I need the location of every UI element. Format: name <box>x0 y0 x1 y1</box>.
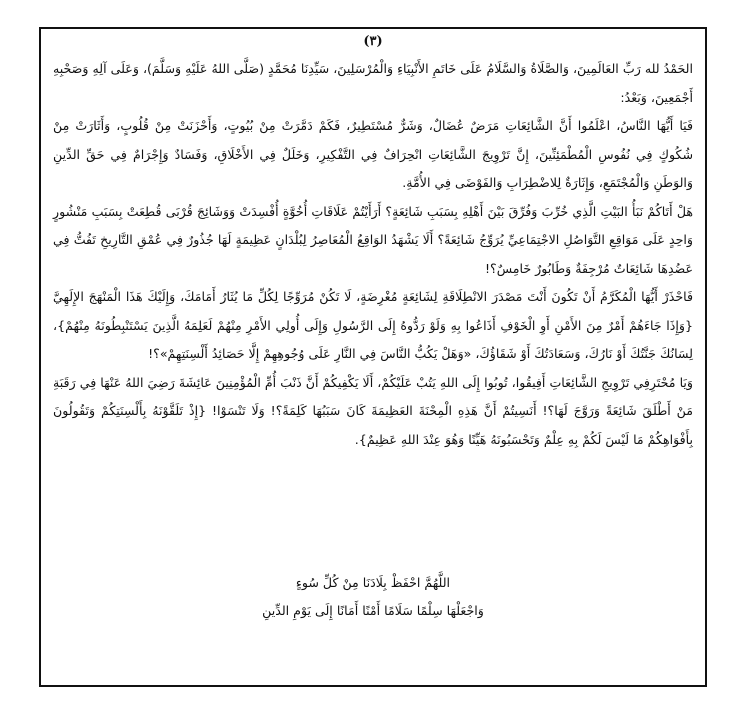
sermon-body <box>53 55 693 454</box>
closing-line: وَاجْعَلْهَا سِلْمًا سَلَامًا أَمْنًا أَمَانًا إِلَى يَوْمِ الدِّينِ <box>262 603 484 618</box>
closing-supplication <box>41 569 705 625</box>
paragraph-repentance: وَيَا مُحْتَرِفِي تَرْوِيجِ الشَّائِعَاتِ أَفِيقُوا، تُوبُوا إِلَى اللهِ يَتُبْ عَلَيْكُمْ، أَلَا يَكْفِيكُمْ أَنَّ ذَنْبَ أُمِّ الْمُؤْمِنِينَ عَائِشَةَ رَضِيَ اللهُ عَنْهَا فِي رَقَبَةِ مَنْ أَطْلَقَ شَائِعَةً وَرَوَّجَ لَهَا؟! أَنَسِيتُمْ أَنَّ هَذِهِ الْمِحْنَةَ العَظِيمَةَ كَانَ سَبَبُهَا كَلِمَةً؟! وَلَا تَنْسَوْا! {إِذْ تَلَقَّوْنَهُ بِأَلْسِنَتِكُمْ وَتَقُولُونَ بِأَفْوَاهِكُمْ مَا لَيْسَ لَكُمْ بِهِ عِلْمٌ وَتَحْسَبُونَهُ هَيِّنًا وَهُوَ عِنْدَ اللهِ عَظِيمٌ}. <box>53 374 693 447</box>
paragraph-opening: الحَمْدُ لله رَبِّ العَالَمِينَ، وَالصَّلَاةُ وَالسَّلَامُ عَلَى خَاتَمِ الأَنْبِيَاءِ وَالْمُرْسَلِينَ، سَيِّدِنَا مُحَمَّدٍ (صَلَّى اللهُ عَلَيْهِ وَسَلَّمَ)، وَعَلَى آلِهِ وَصَحْبِهِ أَجْمَعِينَ، وَبَعْدُ: <box>53 61 693 105</box>
page-frame <box>39 27 707 687</box>
page-number: (٣) <box>363 34 383 49</box>
closing-line: اللَّهُمَّ احْفَظْ بِلَادَنَا مِنْ كُلِّ سُوءٍ <box>295 575 451 590</box>
paragraph-rumors-disease: فَيَا أَيُّهَا النَّاسُ، اعْلَمُوا أَنَّ الشَّائِعَاتِ مَرَضٌ عُضَالٌ، وَشَرٌّ مُسْتَطِيرٌ، فَكَمْ دَمَّرَتْ مِنْ بُيُوتٍ، وَأَحْزَنَتْ مِنْ قُلُوبٍ، وَأَثَارَتْ مِنْ شُكُوكٍ فِي نُفُوسِ الْمُطْمَئِنِّينَ، إِنَّ تَرْوِيجَ الشَّائِعَاتِ انْحِرَافٌ فِي التَّفْكِيرِ، وَخَلَلٌ فِي الأَخْلَاقِ، وَفَسَادٌ وَإِجْرَامٌ فِي حَقِّ الدِّينِ وَالوَطَنِ وَالْمُجْتَمَعِ، وَإِثَارَةٌ لِلاضْطِرَابِ وَالفَوْضَى فِي الأُمَّةِ. <box>53 118 693 190</box>
paragraph-warning: فَاحْذَرْ أَيُّهَا الْمُكَرَّمُ أَنْ تَكُونَ أَنْتَ مَصْدَرَ الانْطِلَاقَةِ لِشَائِعَةٍ مُغْرِضَةٍ، لَا تَكُنْ مُرَوِّجًا لِكُلِّ مَا يُثَارُ أَمَامَكَ، وَإِلَيْكَ هَذَا الْمَنْهَجَ الإِلَهِيَّ {وَإِذَا جَاءَهُمْ أَمْرٌ مِنَ الأَمْنِ أَوِ الْخَوْفِ أَذَاعُوا بِهِ وَلَوْ رَدُّوهُ إِلَى الرَّسُولِ وَإِلَى أُولِي الأَمْرِ مِنْهُمْ لَعَلِمَهُ الَّذِينَ يَسْتَنْبِطُونَهُ مِنْهُمْ}، لِسَانُكَ جَنَّتُكَ أَوْ نَارُكَ، وَسَعَادَتُكَ أَوْ شَقَاؤُكَ، «وَهَلْ يَكُبُّ النَّاسَ فِي النَّارِ عَلَى وُجُوهِهِمْ إِلَّا حَصَائِدُ أَلْسِنَتِهِمْ»؟! <box>53 289 693 361</box>
paragraph-questions: هَلْ أَتَاكُمْ نَبَأُ البَيْتِ الَّذِي خُرِّبَ وَفُرِّقَ بَيْنَ أَهْلِهِ بِسَبَبِ شَائِعَةٍ؟ أَرَأَيْتُمْ عَلَاقَاتِ أُخُوَّةٍ أُفْسِدَتْ وَوَشَائِجَ قُرْبَى قُطِعَتْ بِسَبَبِ مَنْشُورٍ وَاحِدٍ عَلَى مَوَاقِعِ التَّوَاصُلِ الاجْتِمَاعِيِّ يُرَوِّجُ شَائِعَةً؟ أَلَا يَشْهَدُ الوَاقِعُ الْمُعَاصِرُ لِبُلْدَانٍ عَظِيمَةٍ لَهَا جُذُورٌ فِي عُمْقِ التَّارِيخِ تَفُتُّ فِي عَضُدِهَا شَائِعَاتٌ مُرْجِفَةٌ وَطَابُورٌ خَامِسٌ؟! <box>53 203 693 276</box>
